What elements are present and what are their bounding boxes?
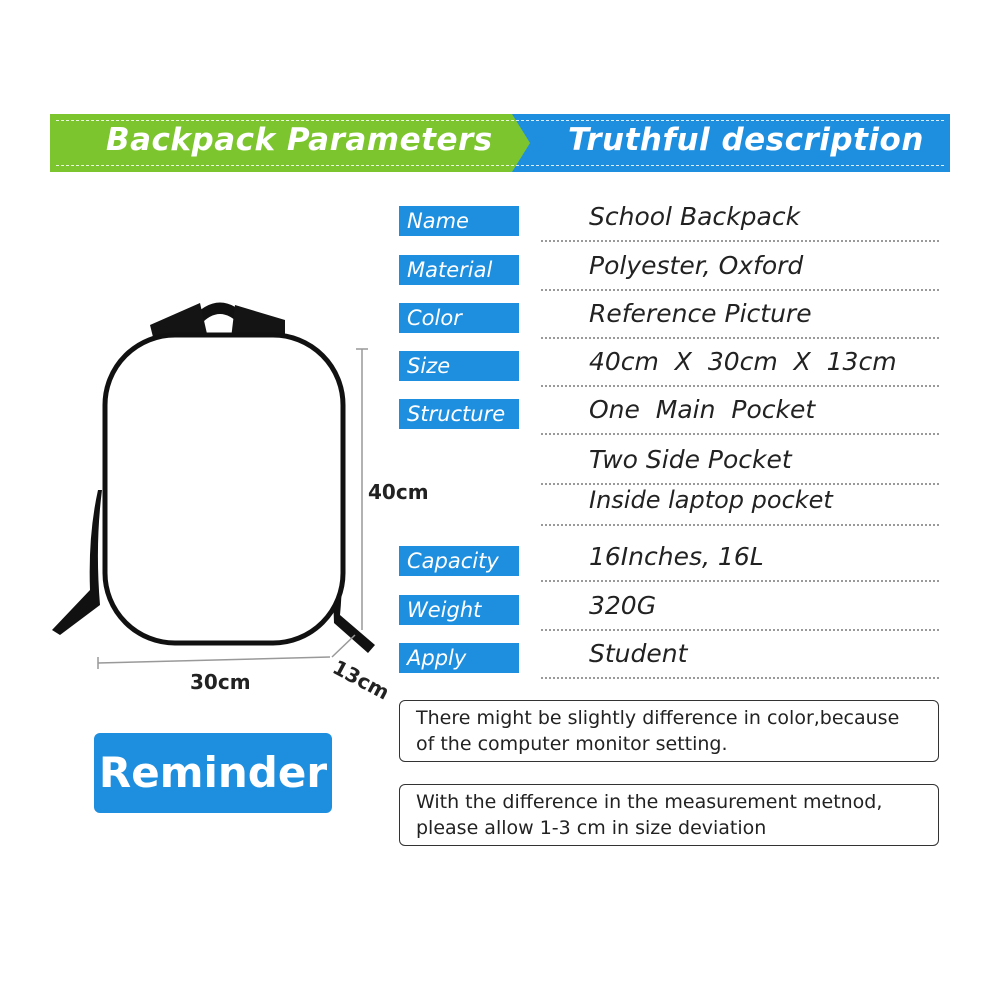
spec-row-material [399, 251, 939, 295]
spec-value: 40cm X 30cm X 13cm [589, 347, 897, 376]
spec-row-size [399, 347, 939, 391]
spec-value: Inside laptop pocket [589, 486, 833, 514]
spec-value: Student [589, 639, 688, 668]
depth-label: 13cm [328, 655, 394, 705]
spec-value: Polyester, Oxford [589, 251, 804, 280]
spec-value: 16Inches, 16L [589, 542, 764, 571]
spec-value: Reference Picture [589, 299, 812, 328]
banner-right-title: Truthful description [568, 122, 924, 158]
reminder-note-size: With the difference in the measurement metnod, please allow 1-3 cm in size deviation [399, 784, 939, 846]
backpack-body [105, 335, 343, 643]
spec-value: Two Side Pocket [589, 445, 792, 474]
structure-extra-row [399, 445, 939, 489]
banner-dashed-line [56, 165, 944, 166]
spec-row-capacity [399, 542, 939, 586]
spec-label: Structure [399, 399, 519, 429]
spec-label: Apply [399, 643, 519, 673]
spec-label: Material [399, 255, 519, 285]
banner-left-title: Backpack Parameters [106, 122, 493, 158]
spec-label: Size [399, 351, 519, 381]
header-banner [50, 114, 950, 172]
width-dimension-line [98, 657, 330, 663]
structure-extra-row [399, 486, 939, 530]
reminder-badge: Reminder [94, 733, 332, 813]
spec-label: Color [399, 303, 519, 333]
reminder-note-color: There might be slightly difference in color,because of the computer monitor setting. [399, 700, 939, 762]
spec-value: 320G [589, 591, 657, 620]
banner-dashed-line [56, 120, 944, 121]
spec-value: School Backpack [589, 202, 801, 231]
spec-label: Name [399, 206, 519, 236]
spec-row-structure [399, 395, 939, 439]
spec-row-weight [399, 591, 939, 635]
height-label: 40cm [368, 480, 429, 504]
spec-row-name [399, 202, 939, 246]
backpack-illustration [40, 285, 410, 695]
spec-value: One Main Pocket [589, 395, 816, 424]
spec-label: Capacity [399, 546, 519, 576]
left-strap-icon [52, 490, 102, 635]
banner-arrow-icon [512, 114, 530, 172]
spec-label: Weight [399, 595, 519, 625]
width-label: 30cm [190, 670, 251, 694]
spec-row-apply [399, 639, 939, 683]
depth-dimension-line [332, 635, 355, 657]
spec-row-color [399, 299, 939, 343]
